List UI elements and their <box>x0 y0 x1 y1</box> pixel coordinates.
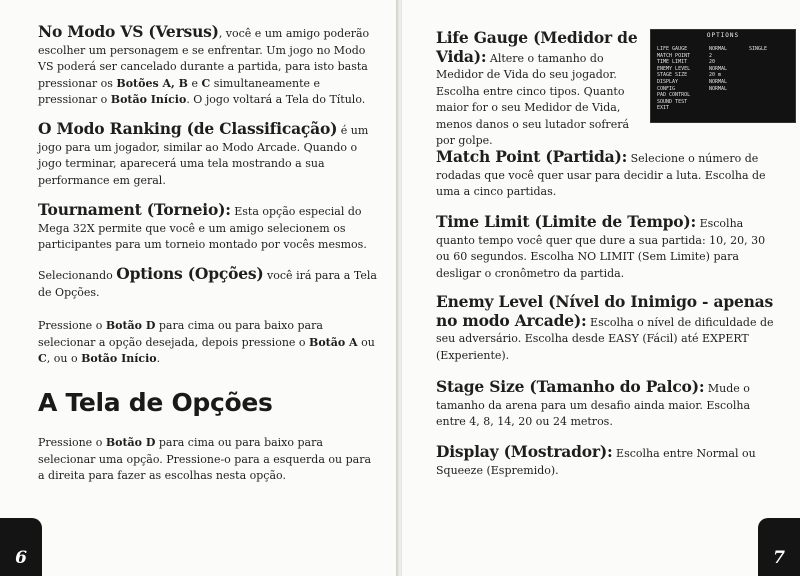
screenshot-menu-value: 20 m <box>709 72 722 79</box>
ranking-mode-heading: O Modo Ranking (de Classificação) <box>38 119 338 138</box>
ranking-mode-paragraph: O Modo Ranking (de Classificação) é um jogo para um jogador, similar ao Modo Arcade. Quando o jogo terminar, aparecerá uma tela mostrando a sua performance em geral. <box>38 119 369 187</box>
right-page <box>402 0 800 576</box>
screenshot-menu-label: TIME LIMIT <box>657 59 688 66</box>
screenshot-menu-label: DISPLAY <box>657 78 679 85</box>
match-point-heading: Match Point (Partida): <box>436 147 628 166</box>
screenshot-menu-row <box>657 46 792 53</box>
vs-mode-heading: No Modo VS (Versus) <box>38 22 219 41</box>
screenshot-menu-value: 2 <box>709 52 713 59</box>
screenshot-menu-label: LIFE GAUGE <box>657 46 688 52</box>
screenshot-menu-row <box>657 59 792 66</box>
press-d-paragraph: Pressione o Botão D para cima ou para baixo para selecionar a opção desejada, depois pressione o Botão A ou C, ou o Botão Início. <box>38 319 375 365</box>
screenshot-menu-label: MATCH POINT <box>657 52 691 59</box>
screenshot-menu-row <box>657 105 792 112</box>
screenshot-menu-value <box>709 99 749 106</box>
screenshot-menu-value: NORMAL <box>709 78 728 85</box>
screenshot-menu-row <box>657 72 792 79</box>
screenshot-menu-label: STAGE SIZE <box>657 72 688 79</box>
enemy-level-paragraph: Enemy Level (Nível do Inimigo - apenas no modo Arcade): Escolha o nível de dificuldade de seu adversário. Escolha desde EASY (Fácil) até EXPERT (Experiente). <box>436 292 774 362</box>
life-gauge-heading: Life Gauge (Medidor de Vida): <box>436 28 638 66</box>
options-menu-screenshot <box>650 29 796 123</box>
stage-size-paragraph: Stage Size (Tamanho do Palco): Mude o tamanho da arena para um desafio ainda maior. Escolha entre 4, 8, 14, 20 ou 24 metros. <box>436 377 750 428</box>
screenshot-menu-label: PAD CONTROL <box>657 92 691 99</box>
options-screen-paragraph: Pressione o Botão D para cima ou para baixo para selecionar uma opção. Pressione-o para a esquerda ou para a direita para fazer as escolhas nesta opção. <box>38 436 372 482</box>
stage-size-heading: Stage Size (Tamanho do Palco): <box>436 377 705 396</box>
screenshot-menu-value: NORMAL <box>709 85 728 92</box>
screenshot-menu-label: ENEMY LEVEL <box>657 65 691 72</box>
screenshot-menu-label: SOUND TEST <box>657 98 688 105</box>
page-number-left: 6 <box>0 518 42 576</box>
screenshot-menu-value: NORMAL <box>709 46 728 52</box>
page-number-right: 7 <box>758 518 800 576</box>
screenshot-menu-row <box>657 92 792 99</box>
options-heading: Options (Opções) <box>116 264 264 283</box>
screenshot-menu-row <box>657 99 792 106</box>
match-point-paragraph: Match Point (Partida): Selecione o número de rodadas que você quer usar para decidir a luta. Escolha de uma a cinco partidas. <box>436 147 766 198</box>
screenshot-menu-label: EXIT <box>657 105 670 112</box>
screenshot-menu-value <box>709 105 749 112</box>
screenshot-title: OPTIONS <box>706 32 740 39</box>
screenshot-menu <box>657 46 792 112</box>
time-limit-paragraph: Time Limit (Limite de Tempo): Escolha quanto tempo você quer que dure a sua partida: 10, 20, 30 ou 60 segundos. Escolha NO LIMIT (Sem Limite) para desligar o cronômetro da partida. <box>436 212 766 280</box>
screenshot-menu-value: NORMAL <box>709 65 728 72</box>
screenshot-menu-row <box>657 79 792 86</box>
enemy-level-heading: Enemy Level (Nível do Inimigo - apenas no modo Arcade): <box>436 292 774 330</box>
screenshot-menu-extra: SINGLE <box>749 46 768 52</box>
display-paragraph: Display (Mostrador): Escolha entre Normal ou Squeeze (Espremido). <box>436 442 756 477</box>
tournament-heading: Tournament (Torneio): <box>38 200 231 219</box>
options-paragraph: Selecionando Options (Opções) você irá para a Tela de Opções. <box>38 264 377 299</box>
screenshot-menu-value: 20 <box>709 59 716 66</box>
screenshot-menu-row <box>657 66 792 73</box>
vs-mode-paragraph: No Modo VS (Versus), você e um amigo poderão escolher um personagem e se enfrentar. Um jogo no Modo VS poderá ser cancelado durante a partida, para isto basta pressionar os Botões A, B e C simultaneamente e pressionar o Botão Início. O jogo voltará a Tela do Título. <box>38 22 370 106</box>
display-heading: Display (Mostrador): <box>436 442 613 461</box>
screenshot-menu-label: CONFIG <box>657 85 676 92</box>
screenshot-menu-value <box>709 92 749 99</box>
left-page <box>0 0 398 576</box>
options-screen-title: A Tela de Opções <box>38 388 273 417</box>
screenshot-menu-row <box>657 86 792 93</box>
time-limit-heading: Time Limit (Limite de Tempo): <box>436 212 697 231</box>
screenshot-menu-row <box>657 53 792 60</box>
life-gauge-paragraph: Life Gauge (Medidor de Vida): Altere o tamanho do Medidor de Vida do seu jogador. Escolha entre cinco tipos. Quanto maior for o seu Medidor de Vida, menos danos o seu lutador sofrerá por golpe. <box>436 28 638 147</box>
tournament-paragraph: Tournament (Torneio): Esta opção especial do Mega 32X permite que você e um amigo selecionem os participantes para um torneio montado por vocês mesmos. <box>38 200 367 251</box>
